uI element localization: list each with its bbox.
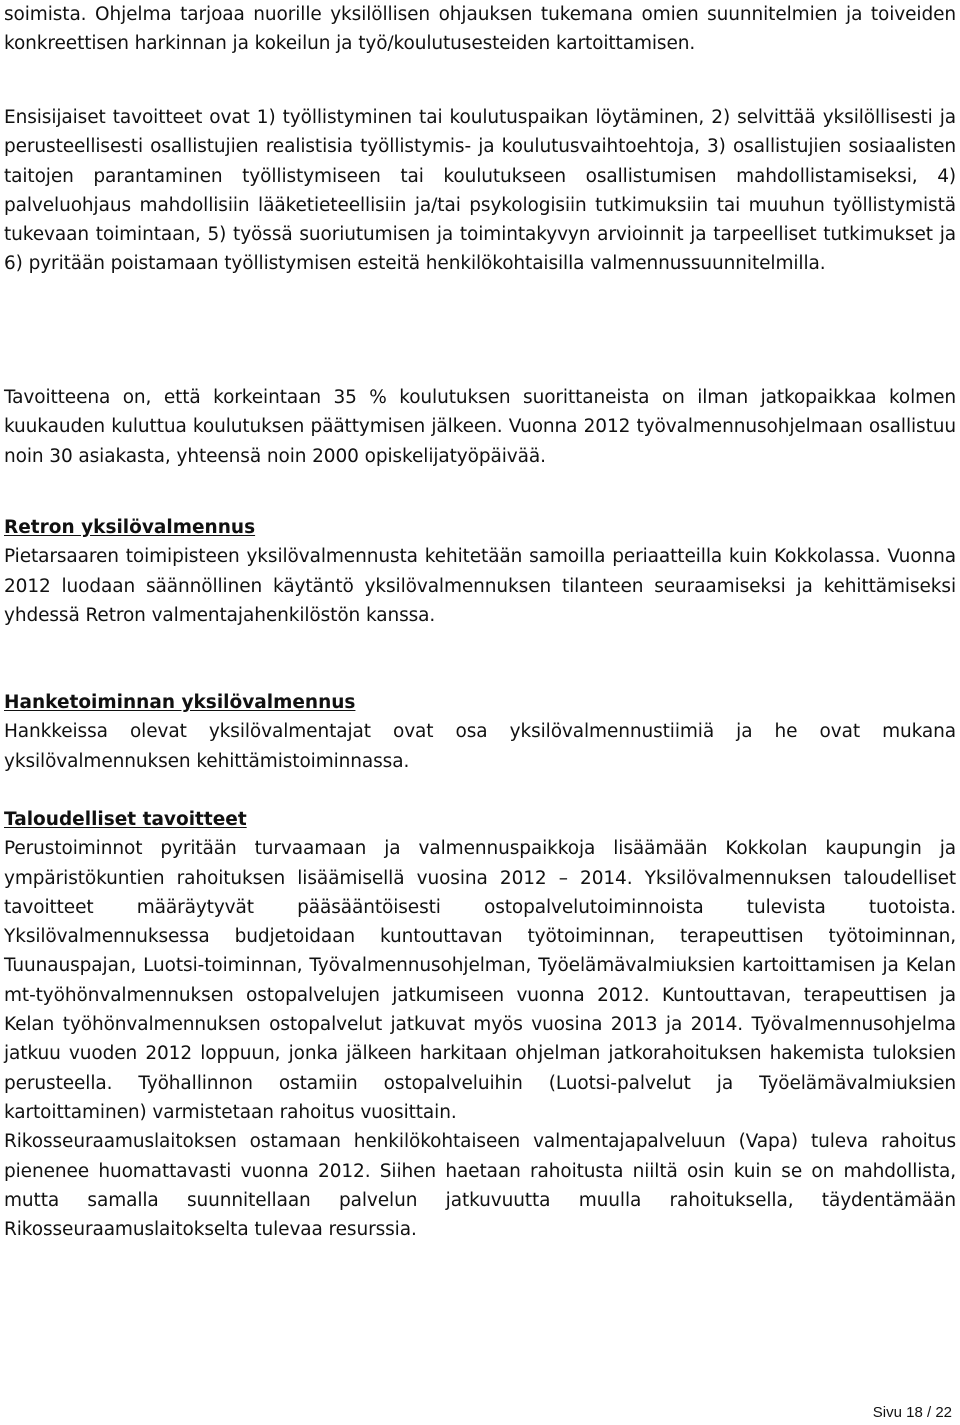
page-number: Sivu 18 / 22 (872, 1404, 952, 1421)
paragraph-target: Tavoitteena on, että korkeintaan 35 % koulutuksen suorittaneista on ilman jatkopaikkaa kolmen kuukauden kuluttua koulutuksen päättymisen jälkeen. Vuonna 2012 työvalmennusohjelmaan osallistuu noin 30 asiakasta, yhteensä noin 2000 opiskelijatyöpäivää. (4, 387, 956, 467)
section-talous (4, 805, 956, 1244)
paragraph-intro-continuation: soimista. Ohjelma tarjoaa nuorille yksilöllisen ohjauksen tukemana omien suunnitelmien ja toiveiden konkreettisen harkinnan ja kokeilun ja työ/koulutusesteiden kartoittamisen. (4, 4, 956, 55)
section-heading-retron: Retron yksilövalmennus (4, 517, 256, 538)
section-retron (4, 513, 956, 630)
section-text-hanke: Hankkeissa olevat yksilövalmentajat ovat osa yksilövalmennustiimiä ja he ovat mukana yksilövalmennuksen kehittämistoiminnassa. (4, 721, 956, 772)
section-hanke (4, 688, 956, 776)
paragraph-primary-goals: Ensisijaiset tavoitteet ovat 1) työllistyminen tai koulutuspaikan löytäminen, 2) selvittää yksilöllisesti ja perusteellisesti osallistujien realistisia työllistymis- ja koulutusvaihtoehtoja, 3) osallistujien sosiaalisten taitojen parantaminen työllistymiseen tai koulutukseen osallistumisen mahdollistamiseksi, 4) palveluohjaus mahdollisiin lääketieteellisiin ja/tai psykologisiin tutkimuksiin tai muuhun työllistymistä tukevaan toimintaan, 5) työssä suoriutumisen ja toimintakyvyn arvioinnit ja tarpeelliset tutkimukset ja 6) pyritään poistamaan työllistymisen esteitä henkilökohtaisilla valmennussuunnitelmilla. (4, 107, 956, 275)
section-text-talous: Perustoiminnot pyritään turvaamaan ja valmennuspaikkoja lisäämään Kokkolan kaupungin ja ympäristökuntien rahoituksen lisäämisellä vuosina 2012 – 2014. Yksilövalmennuksen taloudelliset tavoitteet määräytyvät pääsääntöisesti ostopalvelutoiminnoista tulevista tuotoista. Yksilövalmennuksessa budjetoidaan kuntouttavan työtoiminnan, terapeuttisen työtoiminnan, Tuunauspajan, Luotsi-toiminnan, Työvalmennusohjelman, Työelämävalmiuksien kartoittamisen ja Kelan mt-työhönvalmennuksen ostopalvelujen jatkumiseen vuonna 2012. Kuntouttavan, terapeuttisen ja Kelan työhönvalmennuksen ostopalvelut jatkuvat myös vuosina 2013 ja 2014. Työvalmennusohjelma jatkuu vuoden 2012 loppuun, jonka jälkeen harkitaan ohjelman jatkorahoituksen hakemista tuloksien perusteella. Työhallinnon ostamiin ostopalveluihin (Luotsi-palvelut ja Työelämävalmiuksien kartoittaminen) varmistetaan rahoitus vuosittain. (4, 838, 956, 1123)
section-heading-hanke: Hanketoiminnan yksilövalmennus (4, 692, 356, 713)
section-text-talous-vapa: Rikosseuraamuslaitoksen ostamaan henkilökohtaiseen valmentajapalveluun (Vapa) tuleva rahoitus pienenee huomattavasti vuonna 2012. Siihen haetaan rahoitusta niiltä osin kuin se on mahdollista, mutta samalla suunnitellaan palvelun jatkuvuutta muulla rahoituksella, täydentämään Rikosseuraamuslaitokselta tulevaa resurssia. (4, 1131, 956, 1241)
section-text-retron: Pietarsaaren toimipisteen yksilövalmennusta kehitetään samoilla periaatteilla kuin Kokkolassa. Vuonna 2012 luodaan säännöllinen käytäntö yksilövalmennuksen tilanteen seuraamiseksi ja kehittämiseksi yhdessä Retron valmentajahenkilöstön kanssa. (4, 546, 956, 626)
section-heading-talous: Taloudelliset tavoitteet (4, 809, 247, 830)
